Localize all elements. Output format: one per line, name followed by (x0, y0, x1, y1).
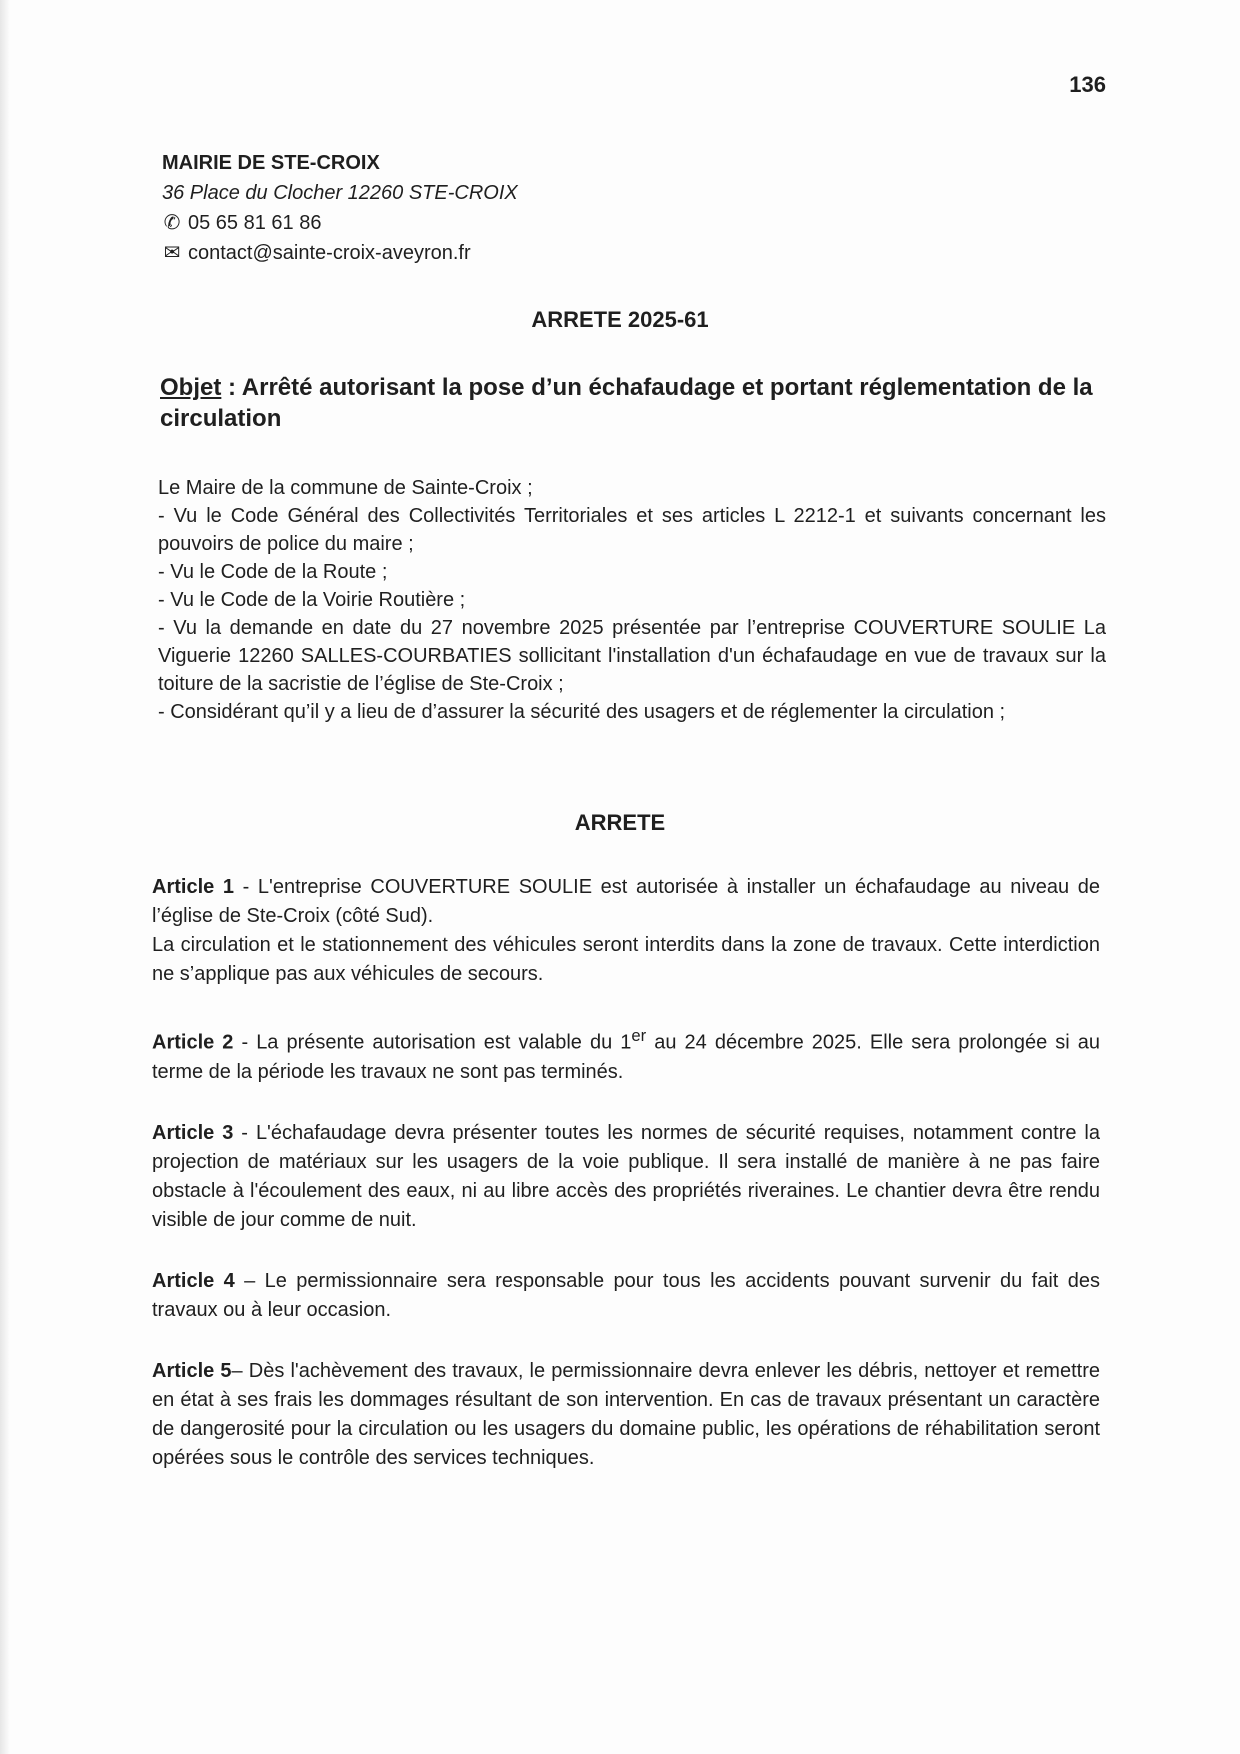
article-separator: - (233, 1121, 256, 1144)
decree-number: ARRETE 2025-61 (531, 307, 709, 332)
object-text: Arrêté autorisant la pose d’un échafaudage et portant réglementation de la circulation (160, 374, 1093, 432)
article-1-body (152, 873, 1100, 931)
decree-object (160, 372, 1110, 434)
phone-number: 05 65 81 61 86 (188, 212, 322, 234)
articles (152, 873, 1100, 1505)
object-label: Objet (160, 374, 222, 401)
article-2 (152, 1021, 1100, 1087)
organization-address: 36 Place du Clocher 12260 STE-CROIX (162, 182, 518, 204)
article-5 (152, 1357, 1100, 1473)
email-address: contact@sainte-croix-aveyron.fr (188, 242, 471, 264)
preamble-line: Le Maire de la commune de Sainte-Croix ; (158, 477, 533, 499)
article-5-body (152, 1357, 1100, 1473)
article-text: L'entreprise COUVERTURE SOULIE est autorisée à installer un échafaudage au niveau de l’église de Ste-Croix (côté Sud). (152, 876, 1100, 927)
article-3-body (152, 1119, 1100, 1235)
article-text: Le permissionnaire sera responsable pour tous les accidents pouvant survenir du fait des travaux ou à leur occasion. (152, 1269, 1100, 1321)
preamble (158, 474, 1106, 726)
article-label: Article 2 (152, 1031, 234, 1054)
preamble-line: - Vu le Code de la Voirie Routière ; (158, 589, 466, 611)
article-label: Article 1 (152, 876, 234, 898)
article-separator: - (234, 876, 258, 898)
phone-line (162, 208, 518, 238)
article-1 (152, 873, 1100, 989)
object-separator: : (221, 374, 242, 401)
article-separator: - (233, 1031, 257, 1054)
article-separator: – (231, 1359, 249, 1382)
article-superscript: er (631, 1026, 647, 1045)
article-label: Article 5 (152, 1359, 232, 1382)
email-line (162, 238, 518, 268)
article-label: Article 4 (152, 1269, 235, 1292)
organization-name: MAIRIE DE STE-CROIX (162, 152, 380, 174)
page-number: 136 (1069, 72, 1106, 97)
envelope-icon: ✉ (163, 242, 181, 264)
article-text: La présente autorisation est valable du 1 (256, 1031, 632, 1054)
article-separator: – (234, 1269, 265, 1292)
preamble-line: - Vu le Code de la Route ; (158, 561, 388, 583)
scan-edge-shadow (0, 0, 10, 1754)
article-1-extra: La circulation et le stationnement des véhicules seront interdits dans la zone de travaux. Cette interdiction ne s’applique pas aux véhicules de secours. (152, 934, 1100, 985)
preamble-line: - Vu le Code Général des Collectivités Territoriales et ses articles L 2212-1 et suivants concernant les pouvoirs de police du maire ; (158, 505, 1106, 555)
preamble-line: - Vu la demande en date du 27 novembre 2025 présentée par l’entreprise COUVERTURE SOULIE La Viguerie 12260 SALLES-COURBATIES sollicitant l'installation d'un échafaudage en vue de travaux sur la toiture de la sacristie de l’église de Ste-Croix ; (158, 617, 1106, 695)
article-3 (152, 1119, 1100, 1235)
article-text: au 24 décembre 2025. Elle sera prolongée si au terme de la période les travaux ne sont pas terminés. (152, 1031, 1100, 1083)
article-2-body (152, 1021, 1100, 1087)
letterhead (162, 148, 518, 268)
article-text: Dès l'achèvement des travaux, le permissionnaire devra enlever les débris, nettoyer et remettre en état à ses frais les dommages résultant de son intervention. En cas de travaux présentant un caractère de dangerosité pour la circulation ou les usagers du domaine public, les opérations de réhabilitation seront opérées sous le contrôle des services techniques. (152, 1359, 1100, 1469)
arrete-heading: ARRETE (574, 810, 666, 835)
article-text: L'échafaudage devra présenter toutes les normes de sécurité requises, notamment contre la projection de matériaux sur les usagers de la voie publique. Il sera installé de manière à ne pas faire obstacle à l'écoulement des eaux, ni au libre accès des propriétés riveraines. Le chantier devra être rendu visible de jour comme de nuit. (152, 1121, 1100, 1231)
article-4 (152, 1267, 1100, 1325)
preamble-line: - Considérant qu’il y a lieu de d’assurer la sécurité des usagers et de réglementer la circulation ; (158, 701, 1006, 723)
article-4-body (152, 1267, 1100, 1325)
phone-icon: ✆ (163, 212, 181, 234)
article-label: Article 3 (152, 1121, 234, 1144)
